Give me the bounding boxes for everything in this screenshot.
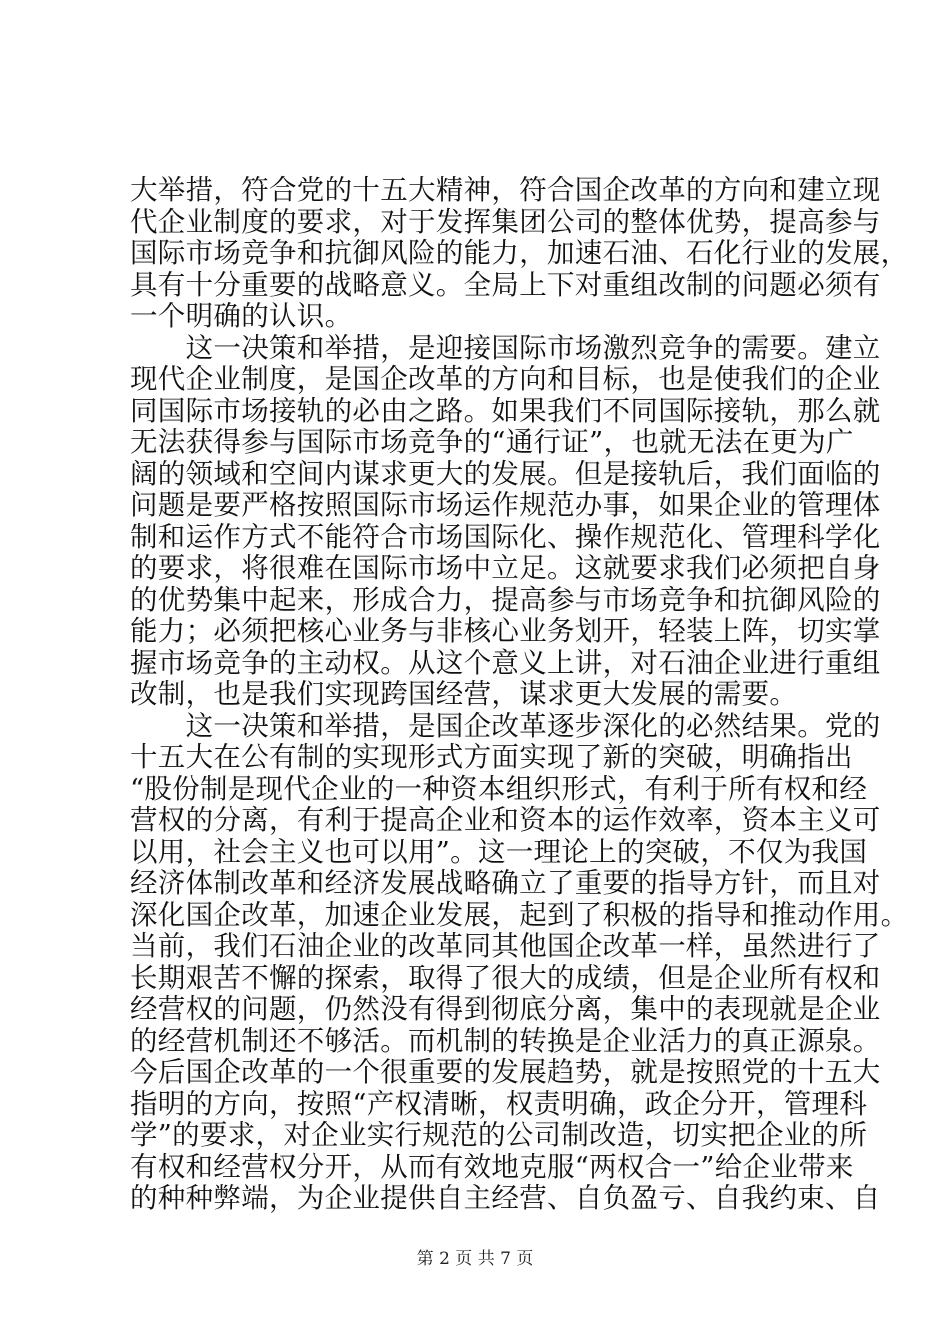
text-line: 的优势集中起来，形成合力，提高参与市场竞争和抗御风险的	[130, 583, 881, 616]
text-line: 阔的领域和空间内谋求更大的发展。但是接轨后，我们面临的	[130, 457, 881, 490]
text-line: 具有十分重要的战略意义。全局上下对重组改制的问题必须有	[130, 268, 881, 301]
text-line: 的要求，将很难在国际市场中立足。这就要求我们必须把自身	[130, 552, 881, 584]
text-line: 同国际市场接轨的必由之路。如果我们不同国际接轨，那么就	[130, 394, 881, 427]
text-line: 营权的分离，有利于提高企业和资本的运作效率，资本主义可	[130, 804, 881, 836]
text-line: 能力；必须把核心业务与非核心业务划开，轻装上阵，切实掌	[130, 615, 881, 647]
text-line: 大举措，符合党的十五大精神，符合国企改革的方向和建立现	[130, 174, 881, 206]
text-line: 十五大在公有制的实现形式方面实现了新的突破，明确指出	[130, 741, 853, 773]
text-line: 这一决策和举措，是迎接国际市场激烈竞争的需要。建立	[130, 331, 881, 364]
text-line: 制和运作方式不能符合市场国际化、操作规范化、管理科学化	[130, 520, 881, 553]
text-line: 指明的方向，按照“产权清晰，权责明确，政企分开，管理科	[130, 1087, 868, 1120]
text-line: 代企业制度的要求，对于发挥集团公司的整体优势，提高参与	[130, 205, 881, 238]
text-line: 的经营机制还不够活。而机制的转换是企业活力的真正源泉。	[130, 1024, 881, 1057]
body-text	[130, 174, 909, 1215]
text-line: 学”的要求，对企业实行规范的公司制改造，切实把企业的所	[130, 1119, 868, 1151]
text-line: 以用，社会主义也可以用”。这一理论上的突破，不仅为我国	[130, 835, 868, 868]
text-line: 深化国企改革，加速企业发展，起到了积极的指导和推动作用。	[130, 898, 909, 931]
text-line: 这一决策和举措，是国企改革逐步深化的必然结果。党的	[130, 709, 881, 742]
text-line: 长期艰苦不懈的探索，取得了很大的成绩，但是企业所有权和	[130, 961, 881, 994]
text-line: 的种种弊端，为企业提供自主经营、自负盈亏、自我约束、自	[130, 1182, 881, 1214]
text-line: 国际市场竞争和抗御风险的能力，加速石油、石化行业的发展，	[130, 237, 909, 269]
text-line: 现代企业制度，是国企改革的方向和目标，也是使我们的企业	[130, 363, 881, 395]
text-line: 问题是要严格按照国际市场运作规范办事，如果企业的管理体	[130, 489, 881, 521]
text-line: “股份制是现代企业的一种资本组织形式，有利于所有权和经	[130, 772, 868, 805]
page-footer: 第 2 页 共 7 页	[416, 1249, 534, 1269]
text-line: 经济体制改革和经济发展战略确立了重要的指导方针，而且对	[130, 867, 881, 899]
text-line: 当前，我们石油企业的改革同其他国企改革一样，虽然进行了	[130, 930, 881, 962]
text-line: 有权和经营权分开，从而有效地克服“两权合一”给企业带来	[130, 1150, 854, 1183]
text-line: 一个明确的认识。	[130, 300, 353, 332]
text-line: 握市场竞争的主动权。从这个意义上讲，对石油企业进行重组	[130, 646, 881, 679]
text-line: 无法获得参与国际市场竞争的“通行证”，也就无法在更为广	[130, 426, 854, 458]
text-line: 今后国企改革的一个很重要的发展趋势，就是按照党的十五大	[130, 1056, 881, 1088]
text-line: 经营权的问题，仍然没有得到彻底分离，集中的表现就是企业	[130, 993, 881, 1025]
text-line: 改制，也是我们实现跨国经营，谋求更大发展的需要。	[130, 678, 798, 710]
